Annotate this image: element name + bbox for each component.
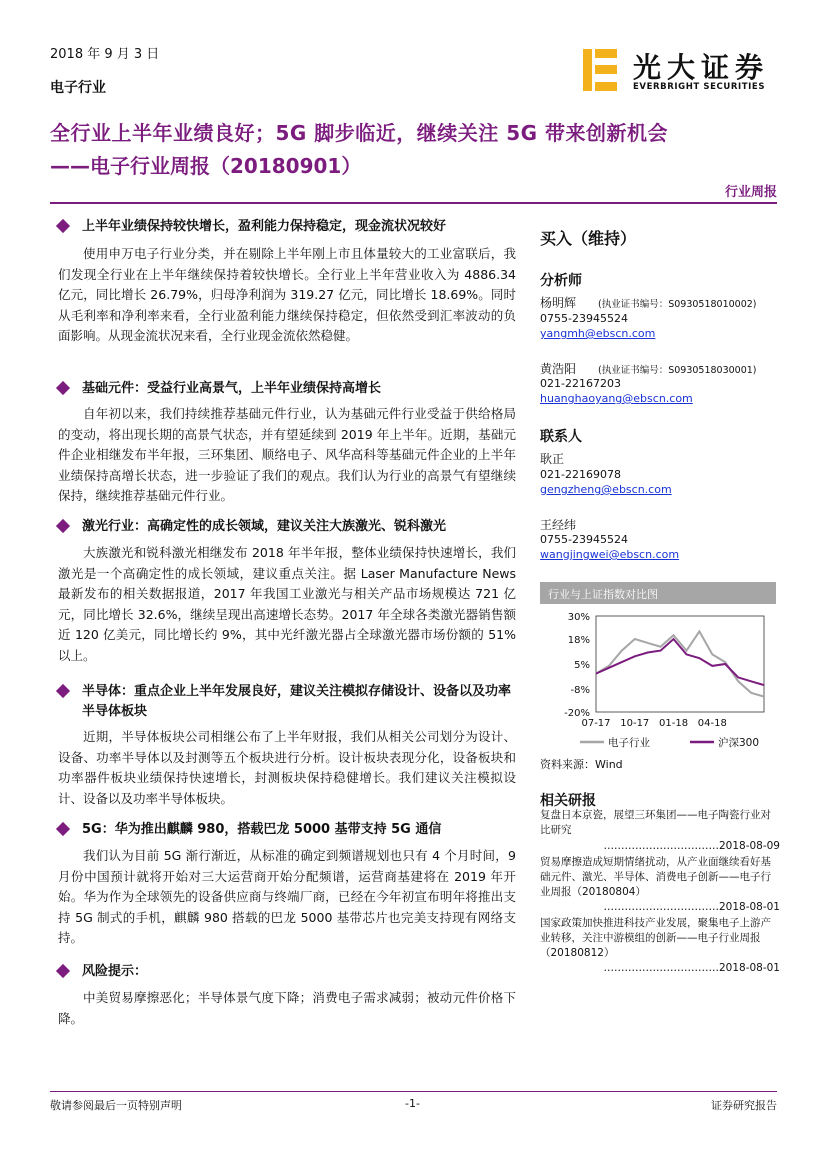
- section-paragraph: 近期，半导体板块公司相继公布了上半年财报，我们从相关公司划分为设计、设备、功率半导体以及封测等五个板块进行分析。设计板块表现分化，设备板块和功率器件板块业绩保持快速增长，封测板块保持稳健增长。我们建议关注模拟设计、设备以及功率半导体板块。: [58, 729, 516, 806]
- section-paragraph: 我们认为目前 5G 渐行渐近，从标准的确定到频谱规划也只有 4 个月时间，9 月份中国预计就将开始对三大运营商开始分配频谱，运营商基建将在 2019 年开始。华为作为全球领先的设备供应商与终端厂商，已经在今年初宣布明年将推出支持 5G 制式的手机，麒麟 980 搭载的巴龙 5000 基带芯片也完美支持现有网络支持。: [58, 848, 516, 946]
- y-tick-label: -20%: [564, 708, 590, 719]
- related-report-date: ……………………………2018-08-01: [603, 962, 780, 974]
- report-title: 全行业上半年业绩良好；5G 脚步临近，继续关注 5G 带来创新机会: [50, 121, 669, 145]
- report-subtitle: ——电子行业周报（20180901）: [50, 154, 362, 178]
- diamond-bullet-icon: [56, 519, 70, 533]
- related-report-date: ……………………………2018-08-09: [603, 840, 780, 852]
- section-paragraph: 大族激光和锐科激光相继发布 2018 年半年报，整体业绩保持快速增长，我们激光是一个高确定性的成长领域，建议重点关注。据 Laser Manufacture News 最新发布的相关数据报道，2017 年我国工业激光与相关产品市场规模达 721 亿元，同比增长 32.6%，继续呈现出高速增长态势。2017 年全球各类激光器销售额近 120 亿美元，同比增长约 9%，其中光纤激光器占全球激光器市场份额的 51%以上。: [58, 545, 516, 663]
- logo-text-en: EVERBRIGHT SECURITIES: [633, 82, 766, 92]
- analyst-license: (执业证书编号：S0930518010002): [598, 299, 757, 310]
- report-date: 2018 年 9 月 3 日: [50, 47, 160, 62]
- y-tick-label: -8%: [570, 684, 590, 696]
- x-tick-label: 04-18: [697, 718, 727, 729]
- analyst-name: 黄浩阳: [540, 362, 577, 376]
- header-divider: [50, 202, 777, 204]
- analyst-heading: 分析师: [540, 273, 582, 289]
- y-tick-label: 18%: [567, 635, 590, 647]
- diamond-bullet-icon: [56, 219, 70, 233]
- contact-heading: 联系人: [540, 429, 582, 445]
- logo-text-cn: 光大证券: [633, 51, 770, 84]
- analyst-phone: 021-22167203: [540, 377, 621, 390]
- contact-phone: 021-22169078: [540, 468, 621, 481]
- analyst-phone: 0755-23945524: [540, 312, 628, 325]
- analyst-email-link[interactable]: yangmh@ebscn.com: [540, 327, 656, 340]
- industry-label: 电子行业: [50, 80, 106, 96]
- section-paragraph: 中美贸易摩擦恶化；半导体景气度下降；消费电子需求减弱；被动元件价格下降。: [58, 990, 516, 1026]
- analyst-name: 杨明辉: [540, 296, 577, 310]
- contact-email-link[interactable]: wangjingwei@ebscn.com: [540, 548, 680, 561]
- section-paragraph: 自年初以来，我们持续推荐基础元件行业，认为基础元件行业受益于供给格局的变动，将出现长期的高景气状态，并有望延续到 2019 年上半年。近期，基础元件企业相继发布半年报，三环集团、顺络电子、风华高科等基础元件企业的上半年业绩保持高增长状态，进一步验证了我们的观点。我们认为行业的高景气有望继续保持，继续推荐基础元件行业。: [58, 406, 516, 504]
- related-report-date: ……………………………2018-08-01: [603, 901, 780, 913]
- logo-mark-icon: [583, 49, 617, 91]
- diamond-bullet-icon: [56, 381, 70, 395]
- series-line: [596, 631, 764, 696]
- section-paragraph: 使用申万电子行业分类，并在剔除上半年刚上市且体量较大的工业富联后，我们发现全行业在上半年继续保持着较快增长。全行业上半年营业收入为 4886.34 亿元，同比增长 26.79%，归母净利润为 319.27 亿元，同比增长 18.69%。同时从毛利率和净利率来看，全行业盈利能力继续保持稳定，但依然受到汇率波动的负面影响。从现金流状况来看，全行业现金流依然稳健。: [58, 246, 516, 344]
- chart-source: 资料来源：Wind: [540, 758, 623, 771]
- contact-email-link[interactable]: gengzheng@ebscn.com: [540, 483, 672, 496]
- page-number: -1-: [405, 1097, 420, 1110]
- plot-frame: [596, 616, 764, 712]
- report-type: 行业周报: [724, 185, 777, 200]
- y-tick-label: 30%: [567, 612, 590, 623]
- diamond-bullet-icon: [56, 964, 70, 978]
- x-tick-label: 01-18: [659, 718, 689, 729]
- rating: 买入（维持）: [540, 229, 637, 248]
- x-tick-label: 10-17: [620, 718, 650, 729]
- related-report-title[interactable]: 国家政策加快推进科技产业发展，聚集电子上游产业转移，关注中游模组的创新——电子行业周报（20180812）: [540, 917, 771, 959]
- diamond-bullet-icon: [56, 822, 70, 836]
- contact-name: 耿正: [540, 452, 565, 466]
- series-line: [596, 639, 764, 685]
- legend-label: 电子行业: [608, 737, 650, 749]
- footer-divider: [50, 1091, 777, 1092]
- legend-label: 沪深300: [718, 737, 760, 749]
- related-report-title[interactable]: 复盘日本京瓷，展望三环集团——电子陶瓷行业对比研究: [540, 809, 771, 836]
- footer-label: 证券研究报告: [711, 1099, 777, 1112]
- chart-title-bar: [540, 582, 776, 604]
- contact-phone: 0755-23945524: [540, 533, 628, 546]
- related-report-title[interactable]: 贸易摩擦造成短期情绪扰动，从产业面继续看好基础元件、激光、半导体、消费电子创新——电子行业周报（20180804）: [540, 856, 771, 898]
- comparison-line-chart: [540, 606, 776, 756]
- analyst-license: (执业证书编号：S0930518030001): [598, 365, 757, 376]
- y-tick-label: 5%: [574, 660, 590, 671]
- company-logo: [583, 44, 783, 96]
- contact-name: 王经纬: [540, 518, 577, 532]
- chart-title: 行业与上证指数对比图: [548, 588, 658, 601]
- analyst-email-link[interactable]: huanghaoyang@ebscn.com: [540, 392, 693, 405]
- footer-disclaimer: 敬请参阅最后一页特别声明: [50, 1099, 182, 1112]
- x-tick-label: 07-17: [581, 718, 611, 729]
- diamond-bullet-icon: [56, 684, 70, 698]
- related-heading: 相关研报: [540, 793, 596, 809]
